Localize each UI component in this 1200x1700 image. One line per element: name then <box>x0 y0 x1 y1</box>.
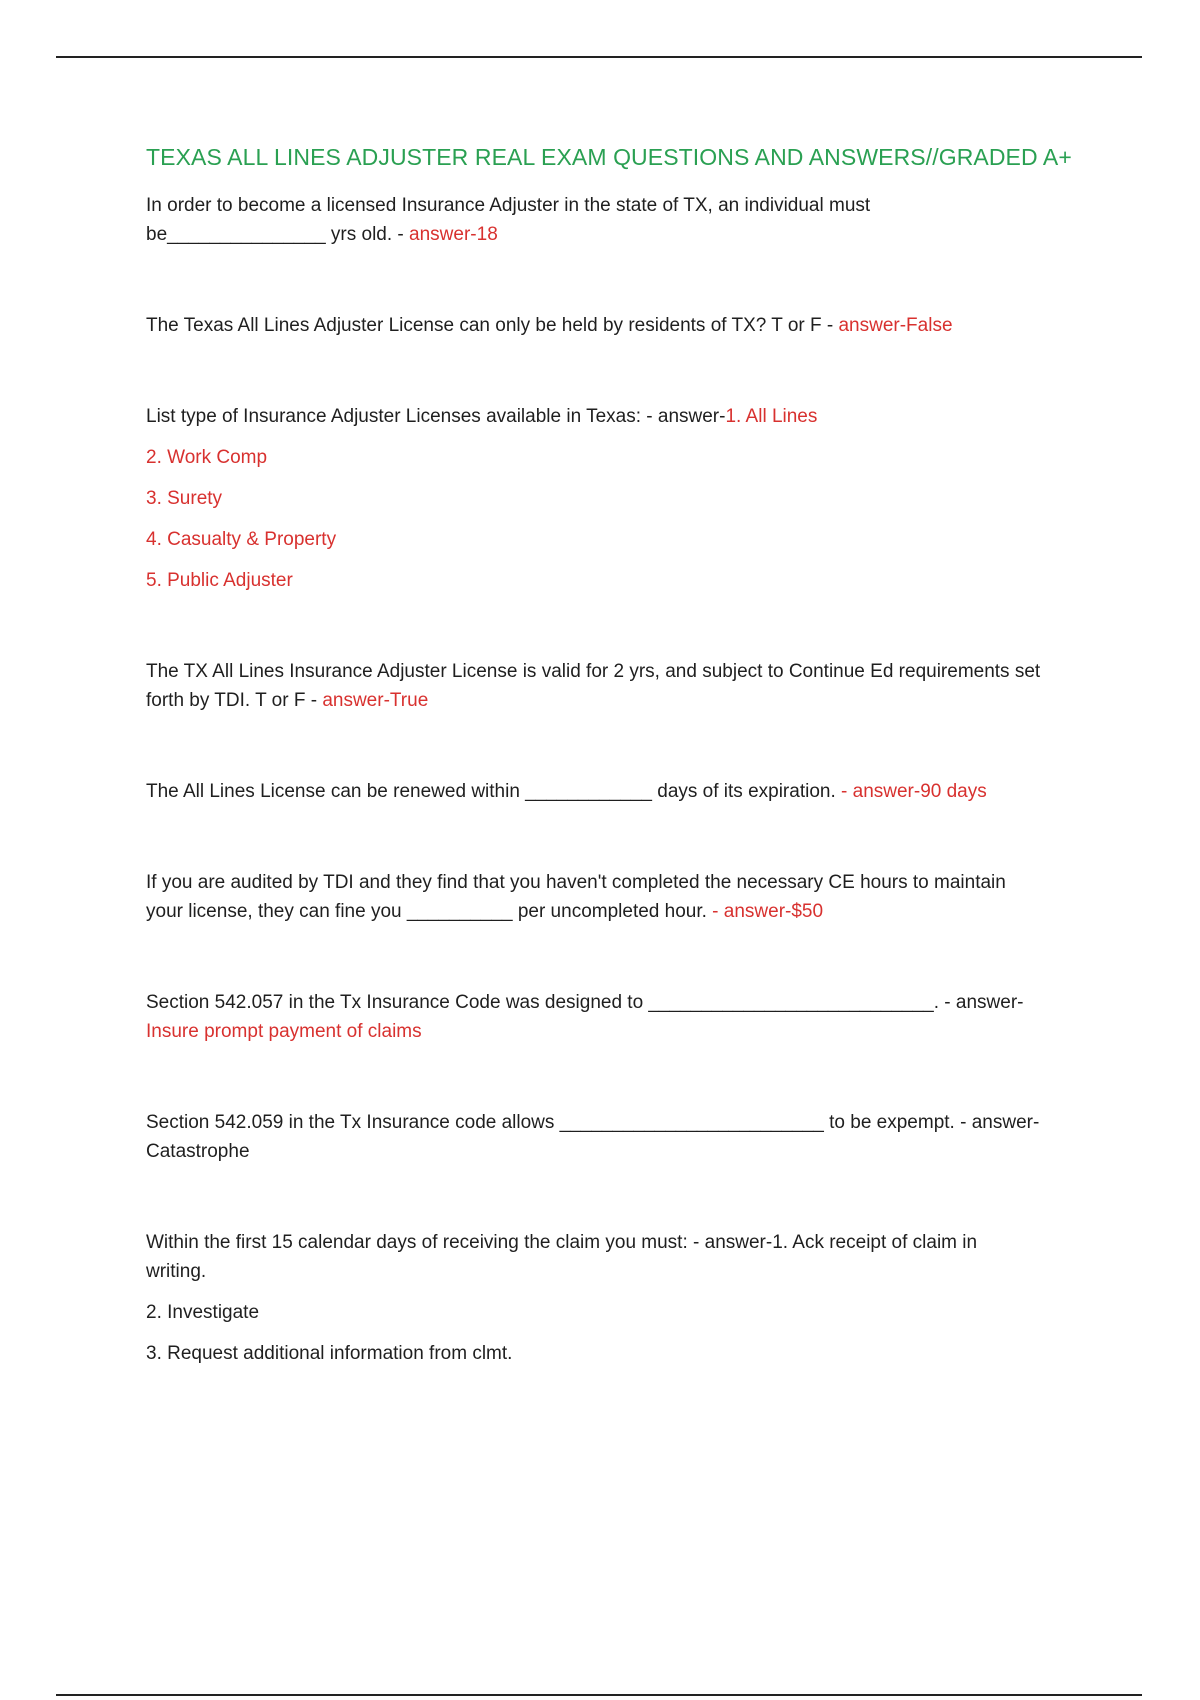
answer-list-item: 5. Public Adjuster <box>146 570 293 591</box>
qa-item-4 <box>146 657 1106 715</box>
question-text: The All Lines License can be renewed within ____________ days of its expiration. - answer-90 days <box>146 781 987 802</box>
qa-item-1 <box>146 191 1106 249</box>
qa-item-7 <box>146 988 1106 1046</box>
question-text: your license, they can fine you __________ per uncompleted hour. - answer-$50 <box>146 901 824 922</box>
answer-text: - answer-$50 <box>712 901 824 922</box>
qa-item-2 <box>146 311 1106 340</box>
question-text: Section 542.057 in the Tx Insurance Code was designed to ___________________________. - answer- <box>146 992 1024 1013</box>
question-text: If you are audited by TDI and they find that you haven't completed the necessary CE hours to maintain <box>146 872 1006 893</box>
answer-text: answer-18 <box>409 224 498 245</box>
question-text: The TX All Lines Insurance Adjuster License is valid for 2 yrs, and subject to Continue Ed requirements set <box>146 661 1041 682</box>
question-text: forth by TDI. T or F - answer-True <box>146 690 429 711</box>
question-text: List type of Insurance Adjuster Licenses available in Texas: - answer-1. All Lines <box>146 406 818 427</box>
answer-text: - answer-90 days <box>841 781 987 802</box>
qa-item-9 <box>146 1228 1106 1368</box>
question-text: Section 542.059 in the Tx Insurance code allows _________________________ to be expempt. - answer- <box>146 1112 1040 1133</box>
answer-list-item: 3. Request additional information from clmt. <box>146 1343 513 1364</box>
qa-item-3 <box>146 402 1106 595</box>
document-title: TEXAS ALL LINES ADJUSTER REAL EXAM QUESTIONS AND ANSWERS//GRADED A+ <box>146 144 1072 170</box>
bottom-rule <box>56 1694 1142 1696</box>
qa-item-5 <box>146 777 1106 806</box>
answer-list-item: 2. Work Comp <box>146 447 268 468</box>
document-body <box>146 144 1106 1430</box>
answer-list-item: 4. Casualty & Property <box>146 529 337 550</box>
answer-text: 1. All Lines <box>725 406 818 427</box>
question-text: writing. <box>146 1261 207 1282</box>
answer-text: Catastrophe <box>146 1141 250 1162</box>
question-text: The Texas All Lines Adjuster License can only be held by residents of TX? T or F - answer-False <box>146 315 953 336</box>
answer-list-item: 3. Surety <box>146 488 223 509</box>
answer-list-item: 2. Investigate <box>146 1302 260 1323</box>
qa-item-6 <box>146 868 1106 926</box>
question-text: In order to become a licensed Insurance Adjuster in the state of TX, an individual must <box>146 195 871 216</box>
qa-item-8 <box>146 1108 1106 1166</box>
answer-text: answer-False <box>838 315 953 336</box>
answer-text: answer-True <box>322 690 429 711</box>
question-text: be_______________ yrs old. - answer-18 <box>146 224 498 245</box>
top-rule <box>56 56 1142 58</box>
question-text: Within the first 15 calendar days of receiving the claim you must: - answer-1. Ack receipt of claim in <box>146 1232 978 1253</box>
answer-text: Insure prompt payment of claims <box>146 1021 422 1042</box>
